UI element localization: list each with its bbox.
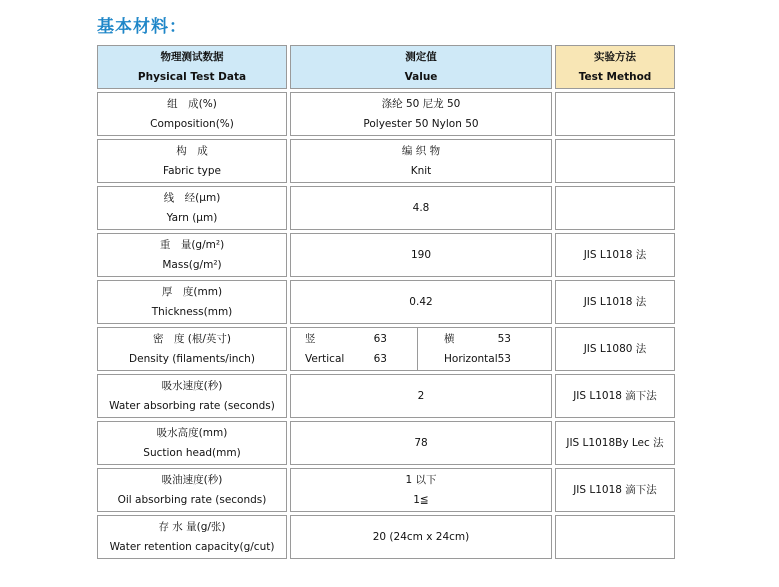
method-cell: JIS L1018 滴下法 xyxy=(555,468,675,512)
property-cell xyxy=(97,421,287,465)
value-cell xyxy=(290,139,552,183)
density-label: 竖 xyxy=(305,333,316,345)
density-value: 53 xyxy=(497,353,511,365)
table-row xyxy=(97,468,675,512)
property-en: Mass(g/m²) xyxy=(162,259,222,271)
table-row xyxy=(97,327,675,371)
property-cell xyxy=(97,139,287,183)
value-en: Knit xyxy=(410,165,432,177)
value-cn: 1 以下 xyxy=(405,474,437,486)
value-cell xyxy=(290,468,552,512)
value-cn: 涤纶 50 尼龙 50 xyxy=(381,98,461,110)
property-cell xyxy=(97,515,287,559)
value-cell-split xyxy=(290,327,552,371)
density-value: 63 xyxy=(373,353,387,365)
table-row xyxy=(97,139,675,183)
method-cell xyxy=(555,515,675,559)
header-cn-label: 物理测试数据 xyxy=(160,51,224,63)
method-cell: JIS L1018 滴下法 xyxy=(555,374,675,418)
property-cn: 密 度 (根/英寸) xyxy=(152,333,232,345)
density-label: Vertical xyxy=(305,353,345,365)
property-cell xyxy=(97,468,287,512)
method-cell xyxy=(555,186,675,230)
value-en: 1≦ xyxy=(413,494,429,506)
property-cn: 吸水速度(秒) xyxy=(161,380,223,392)
property-en: Fabric type xyxy=(163,165,221,177)
density-vertical xyxy=(291,328,418,370)
density-value: 53 xyxy=(497,333,511,345)
property-en: Water retention capacity(g/cut) xyxy=(109,541,275,553)
header-test-method xyxy=(555,45,675,89)
table-row xyxy=(97,186,675,230)
method-cell: JIS L1080 法 xyxy=(555,327,675,371)
density-label: 横 xyxy=(444,333,455,345)
value-cn: 编 织 物 xyxy=(401,145,441,157)
property-cell xyxy=(97,186,287,230)
method-cell: JIS L1018By Lec 法 xyxy=(555,421,675,465)
property-en: Water absorbing rate (seconds) xyxy=(109,400,275,412)
property-en: Suction head(mm) xyxy=(143,447,241,459)
density-horizontal xyxy=(418,328,551,370)
property-cell xyxy=(97,233,287,277)
value-cell xyxy=(290,92,552,136)
table-row xyxy=(97,280,675,324)
value-cell: 78 xyxy=(290,421,552,465)
table-row xyxy=(97,515,675,559)
header-physical-test-data xyxy=(97,45,287,89)
property-cn: 厚 度(mm) xyxy=(161,286,223,298)
property-cn: 重 量(g/m²) xyxy=(159,239,225,251)
property-cn: 存 水 量(g/张) xyxy=(158,521,226,533)
table-row xyxy=(97,92,675,136)
table-row xyxy=(97,233,675,277)
property-cn: 组 成(%) xyxy=(167,98,217,110)
header-cn-label: 测定值 xyxy=(405,51,437,63)
property-en: Yarn (μm) xyxy=(166,212,218,224)
property-cell xyxy=(97,92,287,136)
property-cn: 吸油速度(秒) xyxy=(161,474,223,486)
method-cell: JIS L1018 法 xyxy=(555,280,675,324)
header-en-label: Physical Test Data xyxy=(137,71,247,83)
density-value: 63 xyxy=(373,333,387,345)
physical-test-table xyxy=(94,42,678,562)
value-cell: 190 xyxy=(290,233,552,277)
value-cell: 4.8 xyxy=(290,186,552,230)
value-cell: 0.42 xyxy=(290,280,552,324)
value-en: Polyester 50 Nylon 50 xyxy=(363,118,479,130)
value-cell: 20 (24cm x 24cm) xyxy=(290,515,552,559)
header-value xyxy=(290,45,552,89)
property-en: Thickness(mm) xyxy=(151,306,233,318)
property-cn: 线 经(μm) xyxy=(163,192,221,204)
property-cell xyxy=(97,280,287,324)
property-en: Composition(%) xyxy=(150,118,234,130)
property-cell xyxy=(97,374,287,418)
table-row xyxy=(97,374,675,418)
property-cn: 吸水高度(mm) xyxy=(156,427,228,439)
table-row xyxy=(97,421,675,465)
header-en-label: Value xyxy=(404,71,438,83)
header-cn-label: 实验方法 xyxy=(594,51,636,63)
page-title: 基本材料： xyxy=(97,17,187,37)
header-en-label: Test Method xyxy=(578,71,652,83)
property-en: Density (filaments/inch) xyxy=(129,353,255,365)
method-cell xyxy=(555,92,675,136)
property-cell xyxy=(97,327,287,371)
method-cell: JIS L1018 法 xyxy=(555,233,675,277)
property-en: Oil absorbing rate (seconds) xyxy=(117,494,267,506)
density-label: Horizontal xyxy=(444,353,498,365)
property-cn: 构 成 xyxy=(176,145,208,157)
table-header-row xyxy=(97,45,675,89)
method-cell xyxy=(555,139,675,183)
value-cell: 2 xyxy=(290,374,552,418)
